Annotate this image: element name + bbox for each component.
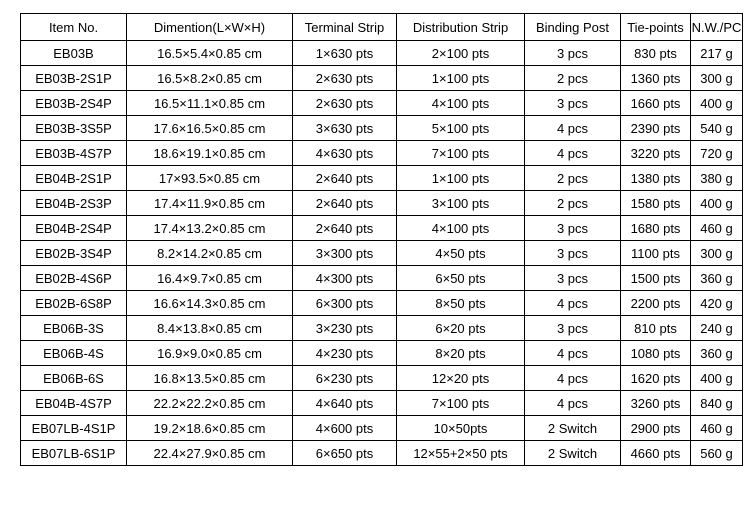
tie-points-cell: 1100 pts <box>621 241 691 266</box>
dimension-cell: 22.4×27.9×0.85 cm <box>127 441 293 466</box>
dimension-cell: 16.5×11.1×0.85 cm <box>127 91 293 116</box>
net-weight-cell: 400 g <box>691 91 743 116</box>
tie-points-cell: 810 pts <box>621 316 691 341</box>
distribution-strip-cell: 5×100 pts <box>397 116 525 141</box>
distribution-strip-cell: 7×100 pts <box>397 391 525 416</box>
binding-post-cell: 2 Switch <box>525 416 621 441</box>
distribution-strip-cell: 8×20 pts <box>397 341 525 366</box>
item-no-cell: EB03B <box>21 41 127 66</box>
net-weight-cell: 560 g <box>691 441 743 466</box>
dimension-cell: 16.5×8.2×0.85 cm <box>127 66 293 91</box>
terminal-strip-cell: 6×230 pts <box>293 366 397 391</box>
terminal-strip-cell: 2×630 pts <box>293 66 397 91</box>
item-no-cell: EB06B-6S <box>21 366 127 391</box>
item-no-cell: EB02B-3S4P <box>21 241 127 266</box>
table-body <box>21 41 743 466</box>
net-weight-cell: 720 g <box>691 141 743 166</box>
distribution-strip-cell: 3×100 pts <box>397 191 525 216</box>
table-row <box>21 266 743 291</box>
distribution-strip-cell: 6×20 pts <box>397 316 525 341</box>
column-header-tie-points: Tie-points <box>621 14 691 41</box>
terminal-strip-cell: 1×630 pts <box>293 41 397 66</box>
dimension-cell: 16.4×9.7×0.85 cm <box>127 266 293 291</box>
table-row <box>21 91 743 116</box>
terminal-strip-cell: 4×300 pts <box>293 266 397 291</box>
column-header-item-no: Item No. <box>21 14 127 41</box>
table-row <box>21 391 743 416</box>
table-row <box>21 166 743 191</box>
terminal-strip-cell: 4×630 pts <box>293 141 397 166</box>
terminal-strip-cell: 2×630 pts <box>293 91 397 116</box>
item-no-cell: EB03B-2S4P <box>21 91 127 116</box>
binding-post-cell: 4 pcs <box>525 141 621 166</box>
distribution-strip-cell: 1×100 pts <box>397 66 525 91</box>
dimension-cell: 16.5×5.4×0.85 cm <box>127 41 293 66</box>
net-weight-cell: 300 g <box>691 241 743 266</box>
table-row <box>21 416 743 441</box>
distribution-strip-cell: 8×50 pts <box>397 291 525 316</box>
table-row <box>21 141 743 166</box>
dimension-cell: 17.6×16.5×0.85 cm <box>127 116 293 141</box>
item-no-cell: EB03B-2S1P <box>21 66 127 91</box>
dimension-cell: 17×93.5×0.85 cm <box>127 166 293 191</box>
breadboard-spec-table <box>20 13 743 466</box>
binding-post-cell: 4 pcs <box>525 391 621 416</box>
net-weight-cell: 400 g <box>691 191 743 216</box>
item-no-cell: EB03B-4S7P <box>21 141 127 166</box>
terminal-strip-cell: 2×640 pts <box>293 166 397 191</box>
dimension-cell: 8.4×13.8×0.85 cm <box>127 316 293 341</box>
item-no-cell: EB06B-4S <box>21 341 127 366</box>
tie-points-cell: 1660 pts <box>621 91 691 116</box>
terminal-strip-cell: 3×630 pts <box>293 116 397 141</box>
distribution-strip-cell: 4×100 pts <box>397 216 525 241</box>
header-row <box>21 14 743 41</box>
item-no-cell: EB07LB-4S1P <box>21 416 127 441</box>
table-row <box>21 191 743 216</box>
tie-points-cell: 1080 pts <box>621 341 691 366</box>
tie-points-cell: 1360 pts <box>621 66 691 91</box>
tie-points-cell: 2390 pts <box>621 116 691 141</box>
dimension-cell: 8.2×14.2×0.85 cm <box>127 241 293 266</box>
binding-post-cell: 2 Switch <box>525 441 621 466</box>
dimension-cell: 18.6×19.1×0.85 cm <box>127 141 293 166</box>
binding-post-cell: 3 pcs <box>525 216 621 241</box>
column-header-binding-post: Binding Post <box>525 14 621 41</box>
tie-points-cell: 3260 pts <box>621 391 691 416</box>
table-row <box>21 41 743 66</box>
net-weight-cell: 840 g <box>691 391 743 416</box>
table-row <box>21 341 743 366</box>
binding-post-cell: 3 pcs <box>525 91 621 116</box>
table-row <box>21 66 743 91</box>
tie-points-cell: 3220 pts <box>621 141 691 166</box>
binding-post-cell: 4 pcs <box>525 341 621 366</box>
binding-post-cell: 3 pcs <box>525 316 621 341</box>
net-weight-cell: 360 g <box>691 341 743 366</box>
item-no-cell: EB03B-3S5P <box>21 116 127 141</box>
column-header-net-weight: N.W./PC <box>691 14 743 41</box>
net-weight-cell: 540 g <box>691 116 743 141</box>
table-row <box>21 241 743 266</box>
distribution-strip-cell: 4×50 pts <box>397 241 525 266</box>
dimension-cell: 17.4×13.2×0.85 cm <box>127 216 293 241</box>
net-weight-cell: 360 g <box>691 266 743 291</box>
table-row <box>21 316 743 341</box>
tie-points-cell: 1380 pts <box>621 166 691 191</box>
column-header-terminal-strip: Terminal Strip <box>293 14 397 41</box>
terminal-strip-cell: 4×600 pts <box>293 416 397 441</box>
binding-post-cell: 2 pcs <box>525 191 621 216</box>
binding-post-cell: 3 pcs <box>525 41 621 66</box>
item-no-cell: EB04B-4S7P <box>21 391 127 416</box>
tie-points-cell: 4660 pts <box>621 441 691 466</box>
binding-post-cell: 3 pcs <box>525 266 621 291</box>
dimension-cell: 22.2×22.2×0.85 cm <box>127 391 293 416</box>
item-no-cell: EB04B-2S4P <box>21 216 127 241</box>
tie-points-cell: 1620 pts <box>621 366 691 391</box>
terminal-strip-cell: 4×230 pts <box>293 341 397 366</box>
binding-post-cell: 2 pcs <box>525 166 621 191</box>
net-weight-cell: 400 g <box>691 366 743 391</box>
terminal-strip-cell: 2×640 pts <box>293 191 397 216</box>
distribution-strip-cell: 12×20 pts <box>397 366 525 391</box>
column-header-distribution-strip: Distribution Strip <box>397 14 525 41</box>
binding-post-cell: 4 pcs <box>525 366 621 391</box>
table-row <box>21 441 743 466</box>
tie-points-cell: 1580 pts <box>621 191 691 216</box>
dimension-cell: 17.4×11.9×0.85 cm <box>127 191 293 216</box>
tie-points-cell: 1500 pts <box>621 266 691 291</box>
binding-post-cell: 2 pcs <box>525 66 621 91</box>
distribution-strip-cell: 6×50 pts <box>397 266 525 291</box>
table-row <box>21 291 743 316</box>
binding-post-cell: 3 pcs <box>525 241 621 266</box>
distribution-strip-cell: 7×100 pts <box>397 141 525 166</box>
terminal-strip-cell: 4×640 pts <box>293 391 397 416</box>
table-row <box>21 116 743 141</box>
item-no-cell: EB07LB-6S1P <box>21 441 127 466</box>
item-no-cell: EB02B-6S8P <box>21 291 127 316</box>
net-weight-cell: 460 g <box>691 416 743 441</box>
column-header-dimension: Dimention(L×W×H) <box>127 14 293 41</box>
distribution-strip-cell: 10×50pts <box>397 416 525 441</box>
tie-points-cell: 2200 pts <box>621 291 691 316</box>
item-no-cell: EB04B-2S1P <box>21 166 127 191</box>
net-weight-cell: 240 g <box>691 316 743 341</box>
dimension-cell: 19.2×18.6×0.85 cm <box>127 416 293 441</box>
net-weight-cell: 460 g <box>691 216 743 241</box>
terminal-strip-cell: 3×300 pts <box>293 241 397 266</box>
dimension-cell: 16.9×9.0×0.85 cm <box>127 341 293 366</box>
terminal-strip-cell: 3×230 pts <box>293 316 397 341</box>
spec-table-container <box>20 13 743 466</box>
item-no-cell: EB06B-3S <box>21 316 127 341</box>
terminal-strip-cell: 6×300 pts <box>293 291 397 316</box>
item-no-cell: EB04B-2S3P <box>21 191 127 216</box>
dimension-cell: 16.6×14.3×0.85 cm <box>127 291 293 316</box>
terminal-strip-cell: 2×640 pts <box>293 216 397 241</box>
dimension-cell: 16.8×13.5×0.85 cm <box>127 366 293 391</box>
tie-points-cell: 830 pts <box>621 41 691 66</box>
net-weight-cell: 420 g <box>691 291 743 316</box>
item-no-cell: EB02B-4S6P <box>21 266 127 291</box>
binding-post-cell: 4 pcs <box>525 291 621 316</box>
net-weight-cell: 300 g <box>691 66 743 91</box>
binding-post-cell: 4 pcs <box>525 116 621 141</box>
distribution-strip-cell: 1×100 pts <box>397 166 525 191</box>
distribution-strip-cell: 12×55+2×50 pts <box>397 441 525 466</box>
net-weight-cell: 380 g <box>691 166 743 191</box>
distribution-strip-cell: 4×100 pts <box>397 91 525 116</box>
tie-points-cell: 2900 pts <box>621 416 691 441</box>
table-row <box>21 216 743 241</box>
terminal-strip-cell: 6×650 pts <box>293 441 397 466</box>
distribution-strip-cell: 2×100 pts <box>397 41 525 66</box>
net-weight-cell: 217 g <box>691 41 743 66</box>
tie-points-cell: 1680 pts <box>621 216 691 241</box>
table-row <box>21 366 743 391</box>
